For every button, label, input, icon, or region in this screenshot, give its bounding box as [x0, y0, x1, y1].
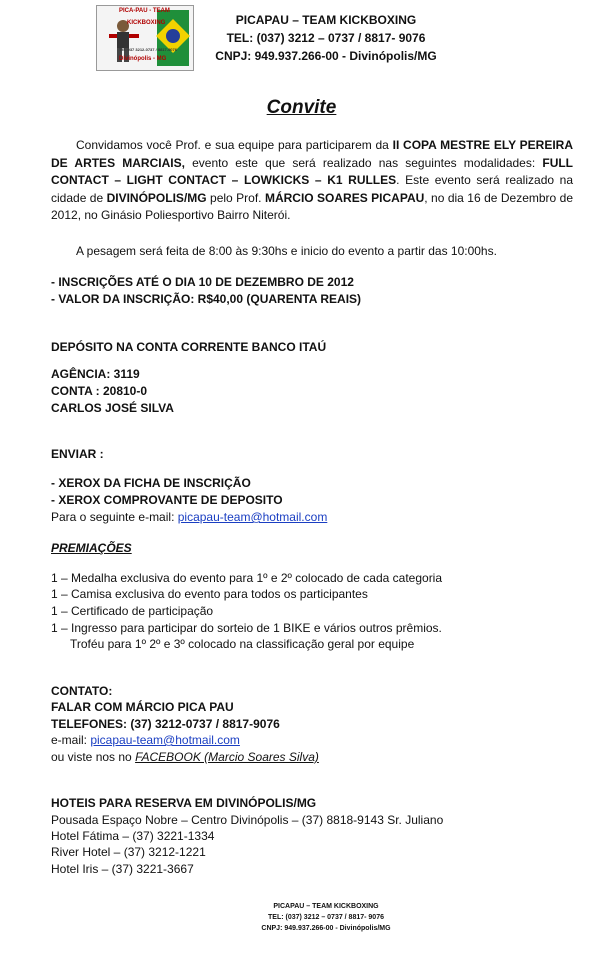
send-heading: ENVIAR : [51, 447, 104, 461]
page-title: Convite [266, 97, 337, 118]
award-item: 1 – Certificado de participação [51, 604, 214, 618]
professor-name: MÁRCIO SOARES PICAPAU [264, 190, 425, 205]
footer-line2: TEL: (037) 3212 – 0737 / 8817- 9076 [268, 914, 384, 921]
facebook-link[interactable]: FACEBOOK (Marcio Soares Silva) [135, 750, 319, 764]
logo-line1: PICA-PAU - TEAM [119, 8, 170, 14]
contact-facebook-line [51, 749, 319, 765]
contact-email-prefix: e-mail: [51, 733, 91, 747]
hotel-item: Hotel Iris – (37) 3221-3667 [51, 862, 194, 876]
send-item-form: - XEROX DA FICHA DE INSCRIÇÃO [51, 476, 251, 490]
header-line3: CNPJ: 949.937.266-00 - Divinópolis/MG [215, 49, 437, 63]
intro-text-2: evento este que será realizado nas seguintes modalidades: [184, 155, 543, 170]
awards-heading: PREMIAÇÕES [51, 541, 132, 555]
logo-line2: KICKBOXING [127, 20, 166, 26]
send-email-link[interactable]: picapau-team@hotmail.com [177, 510, 328, 524]
event-name: II COPA MESTRE ELY PEREIRA DE ARTES MARCIAIS, [51, 138, 573, 170]
award-trophy: Troféu para 1º 2º e 3º colocado na classificação geral por equipe [70, 637, 415, 651]
intro-text-3: . Este evento será realizado na cidade de [51, 173, 574, 205]
send-email-prefix: Para o seguinte e-mail: [51, 510, 178, 524]
intro-text-4: pelo Prof. [206, 190, 265, 205]
intro-text-5: , no dia 16 de Dezembro de 2012, no Ginásio Poliesportivo Bairro Niterói. [51, 190, 573, 222]
header-line2: TEL: (037) 3212 – 0737 / 8817- 9076 [226, 31, 426, 45]
award-item: 1 – Medalha exclusiva do evento para 1º e 2º colocado de cada categoria [51, 571, 443, 585]
deposit-heading: DEPÓSITO NA CONTA CORRENTE BANCO ITAÚ [51, 340, 327, 354]
weigh-in-text: A pesagem será feita de 8:00 às 9:30hs e inicio do evento a partir das 10:00hs. [76, 244, 497, 258]
send-item-receipt: - XEROX COMPROVANTE DE DEPOSITO [51, 493, 283, 507]
contact-email-line [51, 732, 240, 748]
contact-email-link[interactable]: picapau-team@hotmail.com [90, 733, 240, 747]
award-item: 1 – Ingresso para participar do sorteio de 1 BIKE e vários outros prêmios. [51, 621, 442, 635]
intro-text-1: Convidamos você Prof. e sua equipe para participarem da [76, 138, 393, 152]
hotels-heading: HOTEIS PARA RESERVA EM DIVINÓPOLIS/MG [51, 796, 317, 810]
modalities: FULL CONTACT – LIGHT CONTACT – LOWKICKS – K1 RULLES [51, 155, 574, 187]
intro-paragraph [51, 137, 573, 225]
hotel-item: River Hotel – (37) 3212-1221 [51, 845, 206, 859]
contact-phones: TELEFONES: (37) 3212-0737 / 8817-9076 [51, 717, 280, 731]
send-email-line [51, 509, 327, 525]
footer-line3: CNPJ: 949.937.266-00 - Divinópolis/MG [261, 925, 391, 932]
logo-line3: TEL 037 3212-0737 / 8817-9076 [119, 47, 177, 52]
registration-deadline: - INSCRIÇÕES ATÉ O DIA 10 DE DEZEMBRO DE 2012 [51, 275, 354, 289]
header-line1: PICAPAU – TEAM KICKBOXING [235, 13, 417, 27]
deposit-agency: AGÊNCIA: 3119 [51, 367, 140, 381]
hotel-item: Pousada Espaço Nobre – Centro Divinópolis – (37) 8818-9143 Sr. Juliano [51, 813, 444, 827]
registration-fee: - VALOR DA INSCRIÇÃO: R$40,00 (QUARENTA REAIS) [51, 292, 362, 306]
award-item: 1 – Camisa exclusiva do evento para todos os participantes [51, 587, 368, 601]
facebook-prefix: ou viste nos no [51, 750, 136, 764]
logo-line4: Divinópolis - MG [119, 56, 167, 62]
contact-heading: CONTATO: [51, 684, 113, 698]
deposit-account: CONTA : 20810-0 [51, 384, 148, 398]
hotel-item: Hotel Fátima – (37) 3221-1334 [51, 829, 215, 843]
team-logo [96, 5, 194, 71]
footer-line1: PICAPAU – TEAM KICKBOXING [273, 903, 379, 910]
event-city: DIVINÓPOLIS/MG [106, 190, 207, 205]
deposit-holder: CARLOS JOSÉ SILVA [51, 401, 174, 415]
contact-person: FALAR COM MÁRCIO PICA PAU [51, 700, 234, 714]
